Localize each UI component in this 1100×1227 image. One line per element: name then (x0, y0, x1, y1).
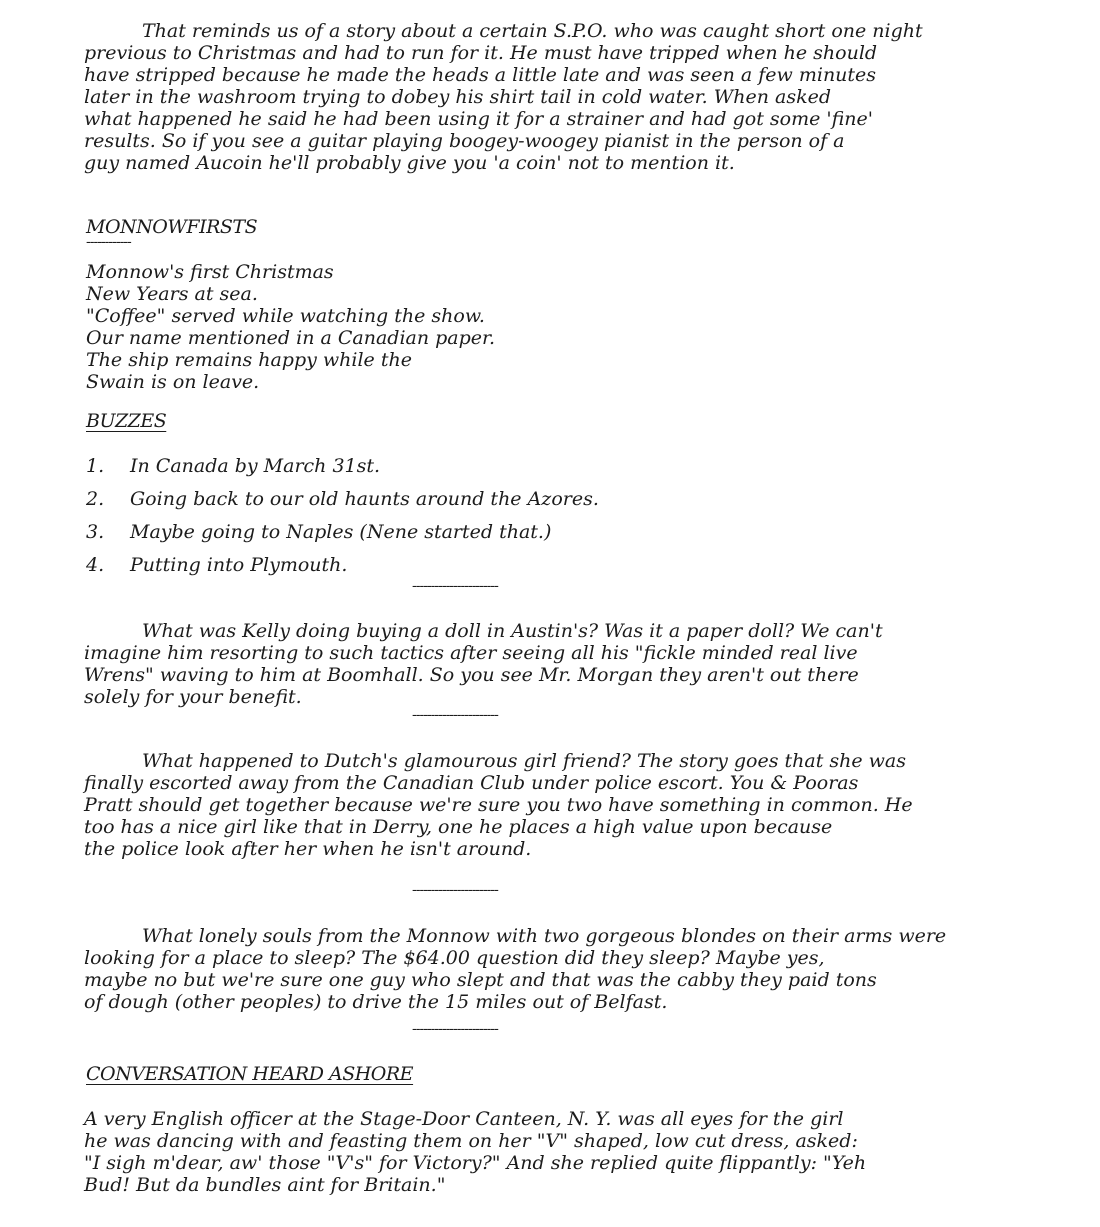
dutch-paragraph (84, 750, 1024, 860)
kelly-paragraph (84, 620, 1024, 708)
list-item (86, 488, 599, 521)
buzzes-list (86, 455, 599, 587)
buzzes-heading: BUZZES (86, 410, 167, 432)
heading-underline: ------------ (86, 234, 131, 250)
text-line: too has a nice girl like that in Derry, one he places a high value upon because (84, 816, 833, 838)
list-item (86, 455, 599, 488)
text-line: later in the washroom trying to dobey his shirt tail in cold water. When asked (84, 86, 831, 108)
conversation-paragraph (84, 1108, 1024, 1196)
text-line: What happened to Dutch's glamourous girl friend? The story goes that she was (142, 750, 906, 772)
list-item: New Years at sea. (86, 283, 258, 305)
text-line: Bud! But da bundles aint for Britain." (84, 1174, 446, 1196)
monnow-firsts-heading: MONNOWFIRSTS (86, 216, 258, 238)
list-item: Our name mentioned in a Canadian paper. (86, 327, 496, 349)
text-line: what happened he said he had been using it for a strainer and had got some 'fine' (84, 108, 874, 130)
item-text: Going back to our old haunts around the Azores. (130, 488, 599, 510)
section-divider: ----------------------- (412, 882, 498, 898)
item-number: 1. (86, 455, 105, 477)
text-line: What was Kelly doing buying a doll in Austin's? Was it a paper doll? We can't (142, 620, 883, 642)
text-line: A very English officer at the Stage-Door Canteen, N. Y. was all eyes for the girl (84, 1108, 844, 1130)
text-line: the police look after her when he isn't around. (84, 838, 532, 860)
intro-paragraph (84, 20, 1024, 174)
list-item (86, 521, 599, 554)
text-line: What lonely souls from the Monnow with two gorgeous blondes on their arms were (142, 925, 947, 947)
item-text: Maybe going to Naples (Nene started that.) (130, 521, 552, 543)
text-line: maybe no but we're sure one guy who slept and that was the cabby they paid tons (84, 969, 877, 991)
list-item: "Coffee" served while watching the show. (86, 305, 485, 327)
monnow-firsts-list (86, 261, 495, 393)
item-number: 4. (86, 554, 105, 576)
lonely-souls-paragraph (84, 925, 1024, 1013)
text-line: guy named Aucoin he'll probably give you 'a coin' not to mention it. (84, 152, 735, 174)
text-line: looking for a place to sleep? The $64.00 question did they sleep? Maybe yes, (84, 947, 825, 969)
text-line: Wrens" waving to him at Boomhall. So you see Mr. Morgan they aren't out there (84, 664, 859, 686)
text-line: finally escorted away from the Canadian Club under police escort. You & Pooras (84, 772, 859, 794)
list-item: Monnow's first Christmas (86, 261, 334, 283)
text-line: Pratt should get together because we're sure you two have something in common. He (84, 794, 913, 816)
section-divider: ----------------------- (412, 707, 498, 723)
list-item: Swain is on leave. (86, 371, 260, 393)
item-text: Putting into Plymouth. (130, 554, 348, 576)
text-line: have stripped because he made the heads a little late and was seen a few minutes (84, 64, 877, 86)
item-number: 3. (86, 521, 105, 543)
list-item: The ship remains happy while the (86, 349, 412, 371)
conversation-heading: CONVERSATION HEARD ASHORE (86, 1063, 414, 1085)
item-text: In Canada by March 31st. (130, 455, 381, 477)
section-divider: ----------------------- (412, 1021, 498, 1037)
item-number: 2. (86, 488, 105, 510)
text-line: results. So if you see a guitar playing boogey-woogey pianist in the person of a (84, 130, 845, 152)
text-line: imagine him resorting to such tactics after seeing all his "fickle minded real live (84, 642, 858, 664)
text-line: "I sigh m'dear, aw' those "V's" for Victory?" And she replied quite flippantly: "Yeh (84, 1152, 867, 1174)
text-line: he was dancing with and feasting them on her "V" shaped, low cut dress, asked: (84, 1130, 858, 1152)
text-line: That reminds us of a story about a certain S.P.O. who was caught short one night (142, 20, 923, 42)
text-line: previous to Christmas and had to run for it. He must have tripped when he should (84, 42, 878, 64)
text-line: solely for your benefit. (84, 686, 302, 708)
section-divider: ----------------------- (412, 578, 498, 594)
list-item (86, 554, 599, 587)
text-line: of dough (other peoples) to drive the 15 miles out of Belfast. (84, 991, 668, 1013)
